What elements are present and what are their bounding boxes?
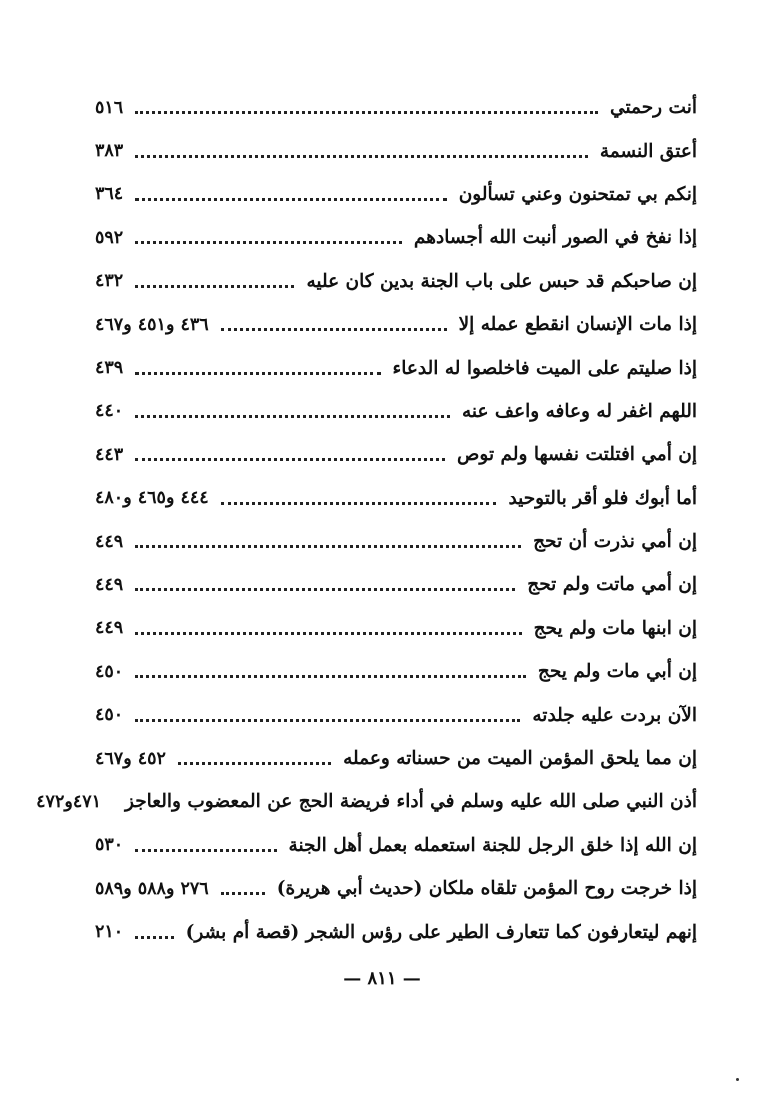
index-entry <box>95 824 697 867</box>
entry-title: إن مما يلحق المؤمن الميت من حسناته وعمله <box>343 748 697 770</box>
leader-dots <box>135 632 521 635</box>
entry-title: إن أبي مات ولم يحج <box>537 661 697 683</box>
index-entry <box>95 260 697 303</box>
leader-dots <box>135 719 520 722</box>
leader-dots <box>135 198 447 201</box>
leader-dots <box>135 588 515 591</box>
entry-pages: ٤٤٠ <box>95 401 124 422</box>
index-entry <box>95 607 697 650</box>
entry-title: أعتق النسمة <box>599 140 697 162</box>
entry-pages: ٤٤٣ <box>95 444 124 465</box>
leader-dots <box>135 458 445 461</box>
index-entry <box>95 563 697 606</box>
leader-dots <box>135 155 588 158</box>
index-entry <box>95 650 697 693</box>
entry-title: إن صاحبكم قد حبس على باب الجنة بدين كان عليه <box>306 270 697 292</box>
leader-dots <box>135 241 402 244</box>
entry-title: إذا نفخ في الصور أنبت الله أجسادهم <box>413 227 697 249</box>
entry-title: إذا مات الإنسان انقطع عمله إلا <box>458 314 697 336</box>
leader-dots <box>135 849 276 852</box>
index-entry <box>95 693 697 736</box>
entry-title: أنت رحمتي <box>610 97 697 119</box>
entry-pages: ٤٣٩ <box>95 358 124 379</box>
entry-pages: ٤٤٩ <box>95 531 124 552</box>
entry-pages: ٢١٠ <box>95 922 124 943</box>
index-entry <box>95 86 697 129</box>
entry-pages: ٣٦٤ <box>95 184 124 205</box>
index-entry <box>95 477 697 520</box>
scan-speck <box>736 1078 739 1081</box>
index-entry <box>95 216 697 259</box>
entry-pages: ٢٧٦ و٥٨٨ و٥٨٩ <box>95 878 209 899</box>
leader-dots <box>135 545 521 548</box>
index-entry <box>95 433 697 476</box>
index-entry <box>95 129 697 172</box>
leader-dots <box>221 892 265 895</box>
entry-title: إنكم بي تمتحنون وعني تسألون <box>458 183 697 205</box>
entry-pages: ٥١٦ <box>95 97 124 118</box>
index-entry <box>95 173 697 216</box>
entry-title: إن الله إذا خلق الرجل للجنة استعمله بعمل أهل الجنة <box>288 834 697 856</box>
entry-title: أذن النبي صلى الله عليه وسلم في أداء فريضة الحج عن المعضوب والعاجز <box>125 791 697 813</box>
entry-title: الآن بردت عليه جلدته <box>532 704 697 726</box>
index-entry <box>36 780 697 823</box>
entry-pages: ٤٥٠ <box>95 661 124 682</box>
entry-pages: ٤٤٩ <box>95 574 124 595</box>
entry-title: إن أمي ماتت ولم تحج <box>527 574 697 596</box>
leader-dots <box>135 285 294 288</box>
index-entry <box>95 910 697 953</box>
entry-pages: ٣٨٣ <box>95 141 124 162</box>
leader-dots <box>135 415 450 418</box>
entry-pages: ٤٣٦ و٤٥١ و٤٦٧ <box>95 314 209 335</box>
leader-dots <box>135 675 526 678</box>
page-number: — ٨١١ — <box>343 968 421 989</box>
hadith-index-list <box>36 86 697 954</box>
entry-pages: ٤٥٢ و٤٦٧ <box>95 748 166 769</box>
entry-pages: ٥٣٠ <box>95 835 124 856</box>
leader-dots <box>135 936 173 939</box>
entry-pages: ٤٧١و٤٧٢ <box>36 791 102 812</box>
entry-pages: ٥٩٢ <box>95 227 124 248</box>
entry-title: إن أمي افتلتت نفسها ولم توص <box>457 444 697 466</box>
entry-pages: ٤٣٢ <box>95 271 124 292</box>
entry-title: إنهم ليتعارفون كما تتعارف الطير على رؤس الشجر (قصة أم بشر) <box>185 921 697 943</box>
leader-dots <box>221 502 497 505</box>
entry-pages: ٤٥٠ <box>95 705 124 726</box>
index-entry <box>95 303 697 346</box>
index-entry <box>95 867 697 910</box>
index-entry <box>95 737 697 780</box>
leader-dots <box>221 328 447 331</box>
leader-dots <box>178 762 331 765</box>
entry-title: إذا صليتم على الميت فاخلصوا له الدعاء <box>392 357 697 379</box>
leader-dots <box>135 372 380 375</box>
entry-pages: ٤٤٤ و٤٦٥ و٤٨٠ <box>95 488 209 509</box>
entry-title: إن ابنها مات ولم يحج <box>533 617 697 639</box>
index-entry <box>95 390 697 433</box>
index-entry <box>95 520 697 563</box>
index-entry <box>95 346 697 389</box>
entry-title: اللهم اغفر له وعافه واعف عنه <box>461 400 697 422</box>
entry-title: إن أمي نذرت أن تحج <box>533 531 697 553</box>
leader-dots <box>135 111 598 114</box>
entry-title: أما أبوك فلو أقر بالتوحيد <box>508 487 697 509</box>
entry-pages: ٤٤٩ <box>95 618 124 639</box>
entry-title: إذا خرجت روح المؤمن تلقاه ملكان (حديث أبي هريرة) <box>276 878 697 900</box>
